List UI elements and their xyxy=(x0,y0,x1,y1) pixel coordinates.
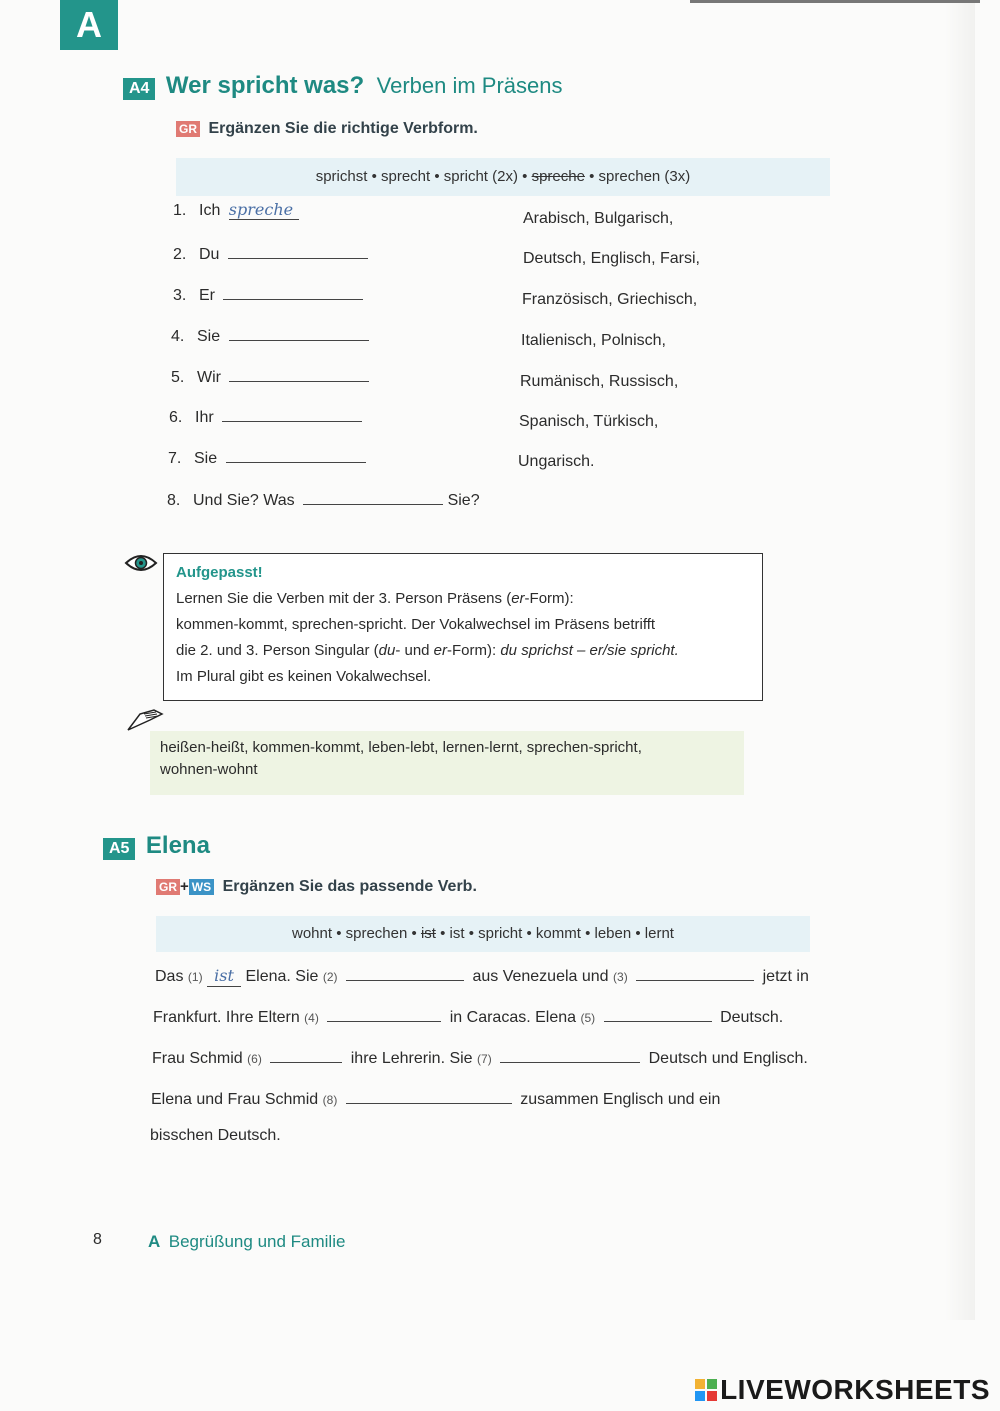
a5-title: Elena xyxy=(145,832,210,859)
a4-instruction-row xyxy=(176,120,478,138)
a5-word-bank: wohnt • sprechen • ist • ist • spricht • kommt • leben • lernt xyxy=(156,916,810,952)
a4-item-6 xyxy=(169,403,362,427)
a5-text-line-2: Frankfurt. Ihre Eltern (4) in Caracas. Elena (5) Deutsch. xyxy=(153,1003,783,1028)
a4-item-1 xyxy=(173,200,299,220)
a5-instruction-row xyxy=(156,878,477,896)
word-bank-item: sprichst xyxy=(315,168,368,185)
word-bank-item: kommt xyxy=(535,925,581,942)
answer-input[interactable] xyxy=(346,1085,512,1104)
page-number: 8 xyxy=(93,1231,102,1248)
item-subject: Du xyxy=(199,246,220,263)
ws-badge: WS xyxy=(189,879,214,895)
a4-item-7 xyxy=(168,444,366,468)
word-bank-item: wohnt xyxy=(292,925,333,942)
language-line: Spanisch, Türkisch, xyxy=(519,413,659,430)
item-subject: Wir xyxy=(197,369,221,386)
word-bank-item: lernt xyxy=(644,925,674,942)
answer-input[interactable] xyxy=(636,962,754,981)
item-number: 7. xyxy=(168,450,182,467)
a4-badge: A4 xyxy=(123,78,155,100)
a4-subtitle: Verben im Präsens xyxy=(376,73,563,98)
plus-sign: + xyxy=(180,878,189,895)
answer-input[interactable] xyxy=(228,240,368,259)
language-line: Französisch, Griechisch, xyxy=(522,291,698,308)
a4-title: Wer spricht was? xyxy=(165,72,365,99)
liveworksheets-icon xyxy=(695,1379,717,1401)
item-subject: Er xyxy=(199,287,215,304)
item-number: 1. xyxy=(173,202,187,219)
answer-input[interactable] xyxy=(226,444,366,463)
item-subject: Sie xyxy=(194,450,218,467)
a4-item-5 xyxy=(171,363,369,387)
footer-chapter-letter: A xyxy=(148,1232,161,1251)
language-line: Rumänisch, Russisch, xyxy=(520,373,679,390)
language-line: Deutsch, Englisch, Farsi, xyxy=(523,250,700,267)
tip-box xyxy=(163,553,763,701)
a4-header xyxy=(123,72,563,100)
item-text: Sie? xyxy=(447,492,480,509)
a5-header xyxy=(103,832,210,860)
note-line: wohnen-wohnt xyxy=(160,761,258,778)
liveworksheets-logo xyxy=(695,1374,990,1406)
footer-chapter-title: Begrüßung und Familie xyxy=(168,1232,346,1251)
tip-line: die 2. und 3. Person Singular (du- und er-Form): du sprichst – er/sie spricht. xyxy=(176,642,679,659)
item-subject: Ich xyxy=(199,202,221,219)
word-bank-item-struck: spreche xyxy=(531,168,585,185)
word-bank-item: spricht xyxy=(478,925,523,942)
a4-item-8 xyxy=(167,486,480,510)
item-text: Und Sie? Was xyxy=(193,492,295,509)
language-line: Arabisch, Bulgarisch, xyxy=(523,210,674,227)
item-number: 3. xyxy=(173,287,187,304)
a5-text-line-5: bisschen Deutsch. xyxy=(150,1127,281,1144)
item-subject: Ihr xyxy=(195,409,214,426)
a4-item-3 xyxy=(173,281,363,305)
word-bank-item: sprechen (3x) xyxy=(598,168,691,185)
eye-icon xyxy=(124,553,158,578)
word-bank-item: ist xyxy=(449,925,465,942)
answer-input[interactable]: spreche xyxy=(229,200,299,220)
tip-line: Lernen Sie die Verben mit der 3. Person Präsens (er-Form): xyxy=(176,590,574,607)
item-number: 8. xyxy=(167,492,181,509)
a4-item-2 xyxy=(173,240,368,264)
tip-line: Im Plural gibt es keinen Vokalwechsel. xyxy=(176,668,432,685)
answer-input[interactable]: ist xyxy=(207,966,241,987)
item-number: 4. xyxy=(171,328,185,345)
word-bank-item: leben xyxy=(594,925,632,942)
word-bank-item: sprechen xyxy=(345,925,408,942)
item-number: 2. xyxy=(173,246,187,263)
answer-input[interactable] xyxy=(229,322,369,341)
item-number: 6. xyxy=(169,409,183,426)
language-line: Ungarisch. xyxy=(518,453,595,470)
gr-badge: GR xyxy=(156,879,180,895)
a5-text-line-3: Frau Schmid (6) ihre Lehrerin. Sie (7) Deutsch und Englisch. xyxy=(152,1044,808,1069)
vocab-note xyxy=(150,731,744,795)
page-edge-shadow xyxy=(945,0,975,1320)
tip-line: kommen-kommt, sprechen-spricht. Der Vokalwechsel im Präsens betrifft xyxy=(176,616,656,633)
answer-input[interactable] xyxy=(346,962,464,981)
answer-input[interactable] xyxy=(229,363,369,382)
language-line: Italienisch, Polnisch, xyxy=(521,332,666,349)
word-bank-item-struck: ist xyxy=(420,925,436,942)
a4-instruction: Ergänzen Sie die richtige Verbform. xyxy=(208,120,478,137)
a5-text-line-1: Das (1) ist Elena. Sie (2) aus Venezuela und (3) jetzt in xyxy=(155,962,809,987)
footer-chapter xyxy=(148,1232,345,1252)
watermark-text: LIVEWORKSHEETS xyxy=(720,1374,990,1405)
a4-item-4 xyxy=(171,322,369,346)
word-bank-item: sprecht xyxy=(381,168,431,185)
tip-title: Aufgepasst! xyxy=(176,564,263,581)
word-bank-item: spricht (2x) xyxy=(443,168,518,185)
gr-badge: GR xyxy=(176,121,200,137)
item-number: 5. xyxy=(171,369,185,386)
chapter-tab: A xyxy=(60,0,118,50)
answer-input[interactable] xyxy=(604,1003,712,1022)
answer-input[interactable] xyxy=(222,403,362,422)
answer-input[interactable] xyxy=(327,1003,441,1022)
top-divider xyxy=(690,0,980,3)
a5-instruction: Ergänzen Sie das passende Verb. xyxy=(222,878,477,895)
note-line: heißen-heißt, kommen-kommt, leben-lebt, lernen-lernt, sprechen-spricht, xyxy=(160,739,642,756)
a5-text-line-4: Elena und Frau Schmid (8) zusammen Englisch und ein xyxy=(151,1085,720,1110)
answer-input[interactable] xyxy=(270,1044,342,1063)
a4-word-bank: sprichst • sprecht • spricht (2x) • spreche • sprechen (3x) xyxy=(176,158,830,196)
a5-badge: A5 xyxy=(103,838,135,860)
answer-input[interactable] xyxy=(303,486,443,505)
answer-input[interactable] xyxy=(500,1044,640,1063)
answer-input[interactable] xyxy=(223,281,363,300)
item-subject: Sie xyxy=(197,328,221,345)
